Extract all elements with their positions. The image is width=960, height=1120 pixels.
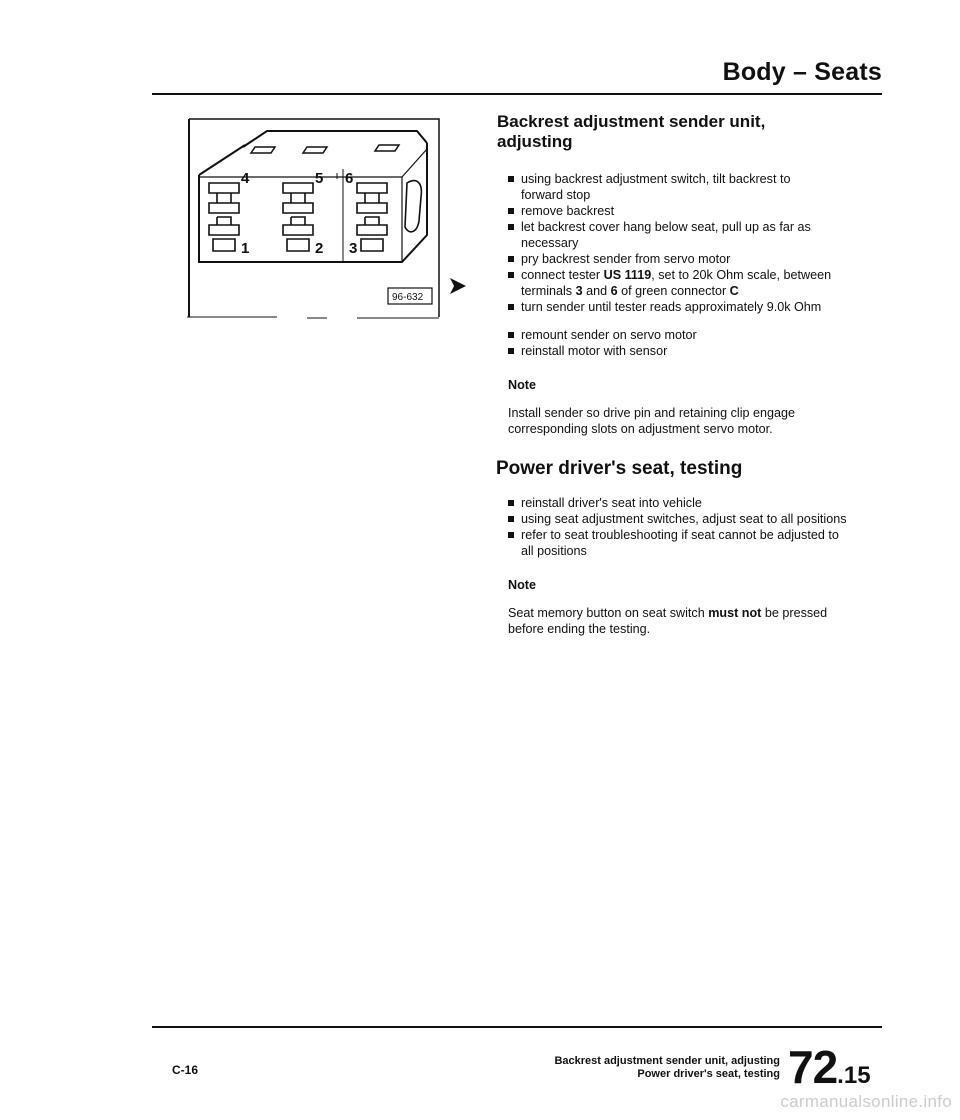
step-text: reinstall driver's seat into vehicle <box>521 496 702 510</box>
list-item <box>508 219 841 251</box>
step-text: refer to seat troubleshooting if seat cannot be adjusted to all positions <box>521 528 839 558</box>
list-item <box>508 299 851 315</box>
step-text: remount sender on servo motor <box>521 328 697 342</box>
footer-section-titles <box>554 1055 780 1081</box>
power-seat-steps-list <box>508 495 857 559</box>
section-heading-power-seat: Power driver's seat, testing <box>496 458 743 479</box>
note-text: Install sender so drive pin and retaining clip engage corresponding slots on adjustment servo motor. <box>508 406 796 436</box>
list-item <box>508 251 857 267</box>
connector-ref: C <box>729 284 739 298</box>
step-text: reinstall motor with sensor <box>521 344 668 358</box>
terminal-label-2: 2 <box>315 240 324 257</box>
note-text-part: be pressed before ending the testing. <box>508 606 828 636</box>
note-label: Note <box>508 578 536 592</box>
terminal-label-4: 4 <box>241 170 250 187</box>
step-text: using backrest adjustment switch, tilt backrest to forward stop <box>521 172 791 202</box>
step-text: using seat adjustment switches, adjust seat to all positions <box>521 512 847 526</box>
pointer-arrow-icon <box>449 277 467 295</box>
footer-section-line-2: Power driver's seat, testing <box>637 1068 780 1080</box>
watermark: carmanualsonline.info <box>780 1092 952 1111</box>
terminal-label-6: 6 <box>345 170 354 187</box>
backrest-steps-list <box>508 171 857 315</box>
step-text: , set to 20k Ohm scale, between terminals <box>521 268 832 298</box>
step-text: remove backrest <box>521 204 615 218</box>
note-text-part: Seat memory button on seat switch <box>508 606 709 620</box>
terminal-label-5: 5 <box>315 170 324 187</box>
footer-page-number: C-16 <box>172 1063 199 1077</box>
step-text: let backrest cover hang below seat, pull up as far as necessary <box>521 220 811 250</box>
figure-reference-number: 96-632 <box>392 292 424 303</box>
list-item <box>508 171 821 203</box>
section-heading-backrest-sender: Backrest adjustment sender unit, adjusting <box>497 112 766 151</box>
terminal-ref: 6 <box>610 284 618 298</box>
list-item <box>508 527 841 559</box>
instructions-column <box>497 112 857 637</box>
footer-section-line-1: Backrest adjustment sender unit, adjusting <box>554 1055 780 1067</box>
page-header-title: Body – Seats <box>722 58 882 86</box>
footer-code-sub: .15 <box>837 1062 871 1089</box>
note-emphasis: must not <box>708 606 762 620</box>
list-item <box>508 495 857 511</box>
step-text: and <box>582 284 611 298</box>
list-item <box>508 267 846 299</box>
terminal-label-1: 1 <box>241 240 250 257</box>
step-text: pry backrest sender from servo motor <box>521 252 731 266</box>
terminal-row-bottom <box>209 217 387 251</box>
tester-id: US 1119 <box>603 268 652 282</box>
footer-section-code <box>788 1040 871 1094</box>
terminal-label-3: 3 <box>349 240 358 257</box>
terminal-ref: 3 <box>575 284 583 298</box>
step-text: turn sender until tester reads approximately 9.0k Ohm <box>521 300 822 314</box>
connector-illustration <box>187 117 441 320</box>
header-rule <box>152 93 882 95</box>
step-text: of green connector <box>617 284 730 298</box>
list-item <box>508 327 857 343</box>
list-item <box>508 343 857 359</box>
list-item <box>508 511 851 527</box>
footer-rule <box>152 1026 882 1028</box>
step-text: connect tester <box>521 268 604 282</box>
remount-steps-list <box>508 327 857 359</box>
list-item <box>508 203 857 219</box>
note-text <box>508 605 848 637</box>
note-label: Note <box>508 378 536 392</box>
footer-code-main: 72 <box>788 1041 838 1093</box>
terminal-row-top <box>209 183 387 213</box>
